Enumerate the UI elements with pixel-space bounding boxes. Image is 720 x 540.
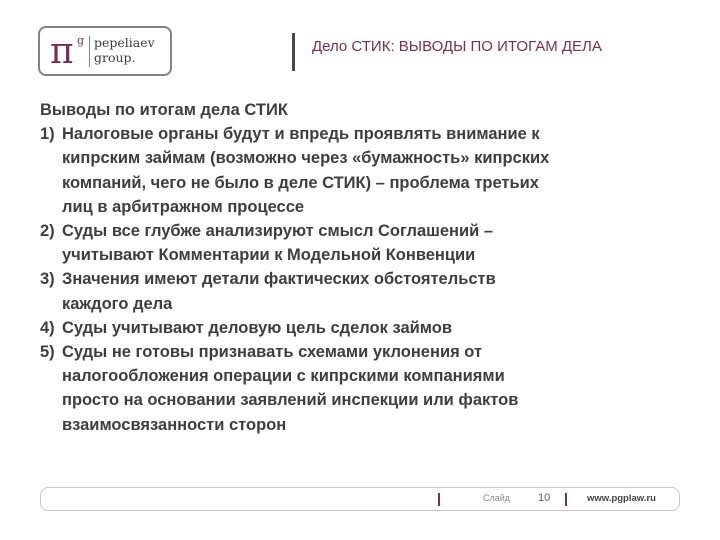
list-item [40,122,700,219]
list-item-line: кипрским займам (возможно через «бумажность» кипрских [62,149,550,168]
logo-line-2: group. [94,50,136,65]
list-item-line: просто на основании заявлений инспекции или фактов [62,391,519,410]
list-item-line: Суды учитывают деловую цель сделок займов [62,318,452,337]
list-item-line: взаимосвязанности сторон [62,415,287,434]
list-item-line: Налоговые органы будут и впредь проявлять внимание к [62,125,540,144]
list-item-line: налогообложения операции с кипрскими компаниями [62,367,505,386]
list-item-text [60,340,700,437]
list-item-number: 4) [40,318,55,337]
list-item-number: 2) [40,222,55,241]
list-item [40,219,700,267]
logo-wordmark [94,35,155,65]
slide-header-title: Дело СТИК: ВЫВОДЫ ПО ИТОГАМ ДЕЛА [312,38,602,55]
logo-superscript: g [77,34,85,47]
footer-divider [438,493,440,506]
company-logo [38,26,172,76]
list-item-line: учитывают Комментарии к Модельной Конвенции [62,246,476,265]
list-item [40,316,700,340]
footer-website-link[interactable]: www.pgplaw.ru [587,493,656,504]
footer-divider [565,493,567,506]
slide-footer [40,487,680,511]
list-item-line: лиц в арбитражном процессе [62,197,305,216]
list-item-text [60,219,700,267]
logo-pi-symbol: π [50,31,74,72]
list-item-text [60,122,700,219]
list-item-line: каждого дела [62,294,173,313]
list-item-number: 1) [40,125,55,144]
logo-divider [89,36,90,67]
content-title: Выводы по итогам дела СТИК [40,101,288,119]
list-item-line: Суды не готовы признавать схемами уклонения от [62,343,483,362]
list-item [40,340,700,437]
footer-slide-label: Слайд [483,493,511,503]
list-item-line: Суды все глубже анализируют смысл Соглашений – [62,222,494,241]
list-item-text [60,267,700,315]
list-item-line: Значения имеют детали фактических обстоятельств [62,270,496,289]
header-divider [292,33,295,71]
list-item-number: 5) [40,343,55,362]
list-item-number: 3) [40,270,55,289]
footer-page-number: 10 [538,492,551,504]
list-item-text [60,316,700,340]
slide-content [40,98,700,437]
logo-line-1: pepeliaev [94,35,155,50]
list-item-line: компаний, чего не было в деле СТИК) – проблема третьих [62,173,539,192]
list-item [40,267,700,315]
